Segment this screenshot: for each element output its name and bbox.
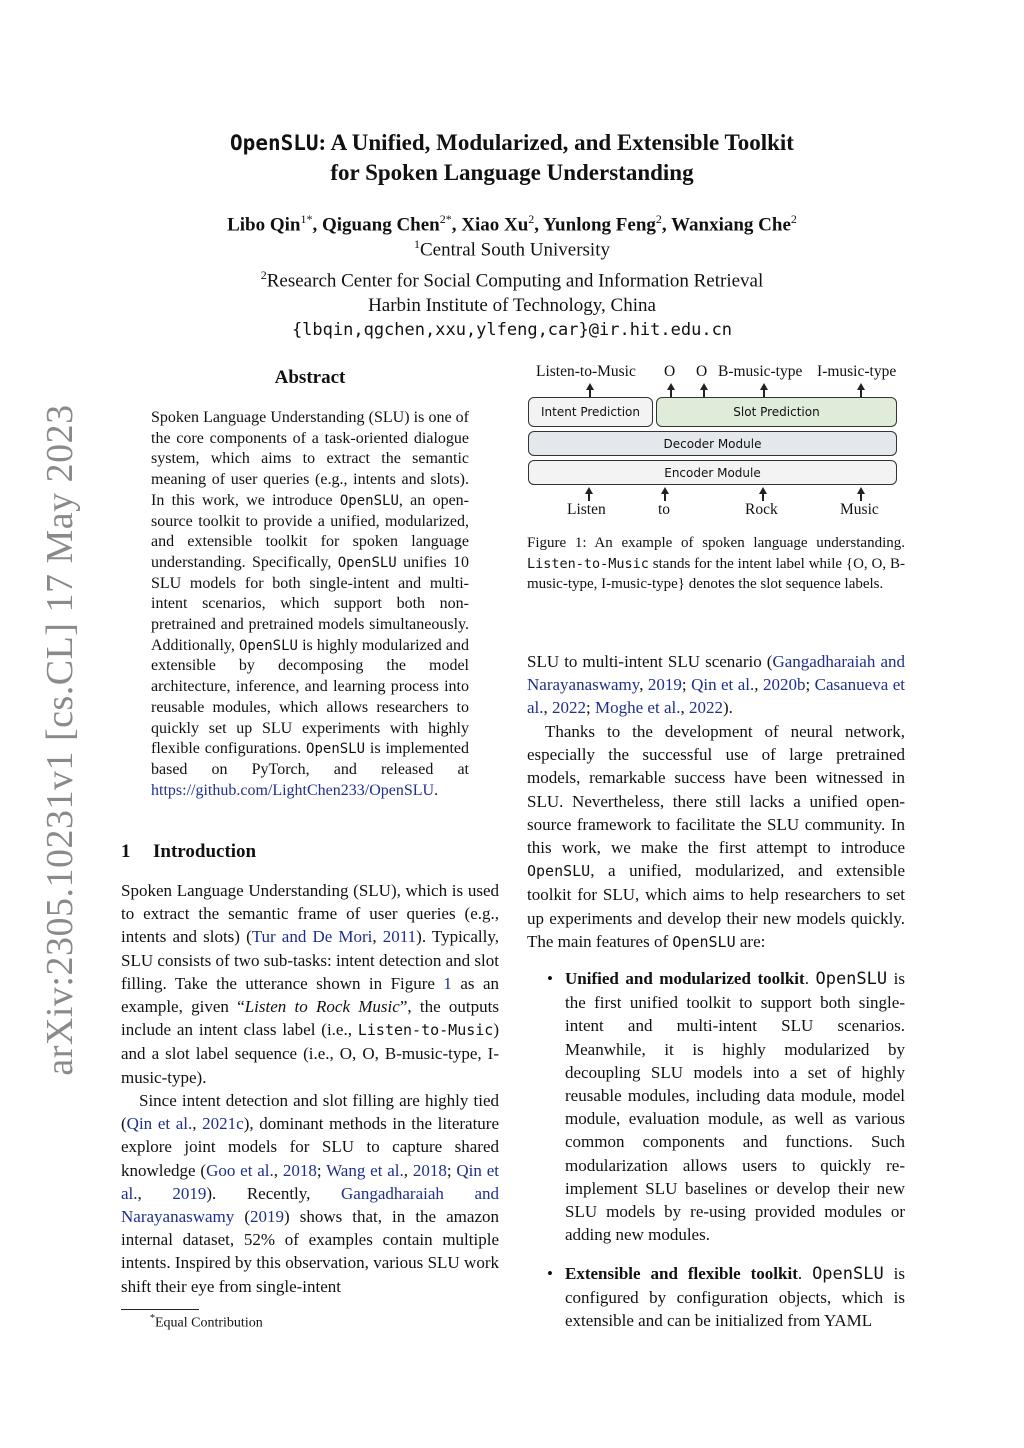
- author-star: *: [306, 212, 313, 226]
- section-title: Introduction: [153, 841, 257, 862]
- intro-paragraph-1: Spoken Language Understanding (SLU), which is used to extract the semantic frame of user queries (e.g., intents and slots) (Tur and De Mori, 2011). Typically, SLU consists of two sub-tasks: intent detection and slot filling. Take the utterance shown in Figure 1 as an example, given “Listen to Rock Music”, the outputs include an intent class label (i.e., Listen-to-Music) and a slot label sequence (i.e., O, O, B-music-type, I-music-type).: [121, 881, 499, 1087]
- citation-year-link[interactable]: 2018: [412, 1160, 447, 1180]
- affil-sup: 1: [414, 237, 420, 251]
- author-name: Libo Qin: [227, 214, 301, 236]
- right-paragraph-2: Thanks to the development of neural network, especially the successful use of large pretrained models, remarkable success have been witnessed in SLU. Nevertheless, there still lacks a unified open-source framework to facilitate the SLU community. In this work, we make the first attempt to introduce OpenSLU, a unified, modularized, and extensible toolkit for SLU, which aims to help researchers to set up experiments and develop their new models quickly. The main features of OpenSLU are:: [527, 722, 905, 951]
- figure-ref-link[interactable]: 1: [443, 973, 452, 993]
- figure-1-diagram: [525, 360, 907, 525]
- footnote-rule: [121, 1309, 199, 1310]
- author-name: Qiguang Chen: [322, 214, 440, 236]
- arxiv-stamp: arXiv:2305.10231v1 [cs.CL] 17 May 2023: [39, 404, 81, 1076]
- section-number: 1: [121, 841, 131, 862]
- citation-link[interactable]: Qin et al.: [126, 1114, 193, 1134]
- intent-prediction-box: Intent Prediction: [528, 397, 653, 427]
- citation-year-link[interactable]: 2019: [172, 1183, 207, 1203]
- citation-year-link[interactable]: 2019: [250, 1207, 284, 1227]
- citation-link[interactable]: Qin et al.: [691, 675, 755, 695]
- author-name: Wanxiang Che: [671, 214, 791, 236]
- author-email: {lbqin,qgchen,xxu,ylfeng,car}@ir.hit.edu.cn: [291, 320, 733, 341]
- affiliations: [150, 232, 874, 343]
- citation-year-link[interactable]: 2011: [382, 927, 417, 947]
- citation-year-link[interactable]: 2022: [688, 698, 723, 718]
- code-openslu: OpenSLU: [306, 741, 366, 758]
- output-label-slot: O: [696, 363, 708, 380]
- bullet-icon: •: [547, 1264, 553, 1283]
- affil-1: Central South University: [420, 239, 610, 261]
- github-link[interactable]: https://github.com/LightChen233/OpenSLU: [151, 781, 435, 799]
- citation-link[interactable]: Gangadharaiah and Narayanaswamy: [527, 652, 905, 695]
- citation-year-link[interactable]: 2022: [552, 698, 587, 718]
- right-paragraph-1: SLU to multi-intent SLU scenario (Gangadharaiah and Narayanaswamy, 2019; Qin et al., 2020b; Casanueva et al., 2022; Moghe et al., 2022).: [527, 652, 905, 718]
- bullet-title: Extensible and flexible toolkit: [565, 1264, 798, 1283]
- decoder-module-box: Decoder Module: [528, 431, 897, 456]
- output-label-slot: I-music-type: [817, 363, 897, 380]
- affil-2-line2: Harbin Institute of Technology, China: [368, 294, 656, 316]
- author-sup: 2: [439, 212, 446, 226]
- author-sup: 2: [790, 212, 797, 226]
- citation-link[interactable]: Casanueva et al.: [527, 675, 905, 718]
- code-openslu: OpenSLU: [238, 637, 298, 654]
- output-label-slot: O: [664, 363, 676, 380]
- output-label-slot: B-music-type: [718, 363, 803, 380]
- citation-link[interactable]: Wang et al.: [326, 1160, 404, 1180]
- citation-link[interactable]: Gangadharaiah and Narayanaswamy: [121, 1183, 500, 1227]
- input-token: Listen: [567, 501, 606, 518]
- encoder-module-box: Encoder Module: [528, 460, 897, 485]
- code-openslu: OpenSLU: [337, 554, 397, 571]
- author-list: Libo Qin$^{1*}$, Qiguang Chen$^{2*}$, Xiao Xu$^2$, Yunlong Feng$^2$, Wanxiang Che$^2$: [227, 212, 797, 236]
- affil-2: Research Center for Social Computing and Information Retrieval: [266, 270, 764, 292]
- intro-paragraph-2: Since intent detection and slot filling are highly tied (Qin et al., 2021c), dominant methods in the literature explore joint models for SLU to capture shared knowledge (Goo et al., 2018; Wang et al., 2018; Qin et al., 2019). Recently, Gangadharaiah and Narayanaswamy (2019) shows that, in the amazon internal dataset, 52% of examples contain multiple intents. Inspired by this observation, various SLU work shift their eye from single-intent: [121, 1091, 500, 1296]
- footnote: [150, 1313, 263, 1332]
- code-openslu: OpenSLU: [815, 969, 888, 989]
- code-openslu: OpenSLU: [672, 932, 736, 951]
- paper-title: [150, 128, 874, 187]
- title-brand: OpenSLU: [230, 131, 319, 155]
- citation-link[interactable]: Tur and De Mori: [251, 927, 373, 947]
- abstract-body: Spoken Language Understanding (SLU) is one of the core components of a task-oriented dialogue system, which aims to extract the semantic meaning of user queries (e.g., intents and slots). In this work, we introduce OpenSLU, an open-source toolkit to provide a unified, modularized, and extensible toolkit for spoken language understanding. Specifically, OpenSLU unifies 10 SLU models for both single-intent and multi-intent scenarios, which support both non-pretrained and pretrained models simultaneously. Additionally, OpenSLU is highly modularized and extensible by decomposing the model architecture, inference, and learning process into reusable modules, which allows researchers to quickly set up SLU experiments with highly flexible configurations. OpenSLU is implemented based on PyTorch, and released at https://github.com/LightChen233/OpenSLU.: [151, 409, 470, 799]
- footnote-text: Equal Contribution: [155, 1315, 263, 1331]
- code-intent-label: Listen-to-Music: [527, 555, 649, 572]
- author-star: *: [445, 212, 452, 226]
- feature-bullet-unified: • Unified and modularized toolkit. OpenSLU is the first unified toolkit to support both single-intent and multi-intent SLU scenarios. Meanwhile, it is highly modularized by decoupling SLU models into a set of highly reusable modules, including data module, model module, evaluation module, as well as various common components and functions. Such modularization allows users to quickly re-implement SLU baselines or develop their new SLU models by re-using provided modules or adding new modules.: [547, 969, 905, 1245]
- citation-year-link[interactable]: 2018: [282, 1160, 317, 1180]
- code-intent-label: Listen-to-Music: [357, 1021, 494, 1040]
- citation-year-link[interactable]: 2019: [647, 675, 682, 695]
- citation-link[interactable]: Moghe et al.: [595, 698, 681, 718]
- slot-prediction-box: Slot Prediction: [656, 397, 897, 427]
- bullet-icon: •: [547, 969, 553, 988]
- figure-1-caption: Figure 1: An example of spoken language understanding. Listen-to-Music stands for the intent label while {O, O, B-music-type, I-music-type} denotes the slot sequence labels.: [527, 535, 905, 592]
- author-name: Yunlong Feng: [543, 214, 656, 236]
- author-sup: 2: [655, 212, 662, 226]
- title-line2: for Spoken Language Understanding: [330, 160, 694, 185]
- author-sup: 1: [300, 212, 307, 226]
- code-openslu: OpenSLU: [527, 862, 591, 881]
- citation-year-link[interactable]: 2021c: [202, 1114, 244, 1134]
- example-utterance: Listen to Rock Music: [244, 997, 400, 1017]
- citation-year-link[interactable]: 2020b: [762, 675, 806, 695]
- section-heading-introduction: [121, 841, 256, 863]
- feature-bullet-extensible: • Extensible and flexible toolkit. OpenSLU is configured by configuration objects, which is extensible and can be initialized from YAML: [547, 1264, 905, 1331]
- input-token: Music: [840, 501, 879, 518]
- output-label-intent: Listen-to-Music: [536, 363, 636, 380]
- title-line1: : A Unified, Modularized, and Extensible Toolkit: [318, 130, 794, 155]
- footnote-mark: *: [150, 1313, 155, 1324]
- citation-link[interactable]: Qin et al.: [121, 1160, 499, 1203]
- bullet-title: Unified and modularized toolkit: [565, 969, 805, 988]
- input-token: Rock: [745, 501, 778, 518]
- input-token: to: [658, 501, 671, 518]
- author-sup: 2: [528, 212, 535, 226]
- citation-link[interactable]: Goo et al.: [206, 1160, 274, 1180]
- affil-sup: 2: [260, 267, 267, 282]
- abstract-heading: Abstract: [274, 367, 346, 388]
- author-name: Xiao Xu: [461, 214, 529, 236]
- code-openslu: OpenSLU: [339, 492, 399, 509]
- code-openslu: OpenSLU: [812, 1264, 884, 1284]
